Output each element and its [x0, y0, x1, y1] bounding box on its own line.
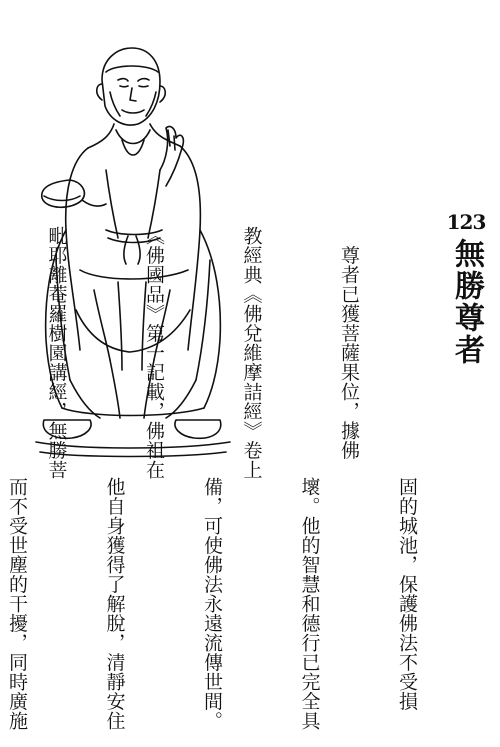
text-column: 《佛國品》第一記載，佛祖在	[143, 226, 165, 480]
text-column: 尊者已獲菩薩果位，據佛	[338, 226, 360, 460]
text-column: 壞。他的智慧和德行已完全具	[298, 477, 321, 731]
text-column: 而不受世塵的干擾，同時廣施	[6, 477, 28, 731]
text-column: 他自身獲得了解脫，清靜安住	[103, 477, 126, 731]
text-column: 毗耶離菴羅樹園講經，無勝菩	[45, 226, 68, 480]
arhat-title: 無勝尊者	[449, 238, 484, 366]
text-column: 備，可使佛法永遠流傳世間。	[201, 477, 223, 731]
text-block-top	[0, 226, 430, 480]
arhat-heading	[443, 212, 489, 366]
arhat-number: 123	[446, 210, 486, 234]
text-column: 固的城池，保護佛法不受損	[396, 477, 418, 711]
text-column: 教經典《佛兌維摩詰經》卷上	[240, 226, 263, 480]
text-block-bottom	[0, 477, 488, 739]
